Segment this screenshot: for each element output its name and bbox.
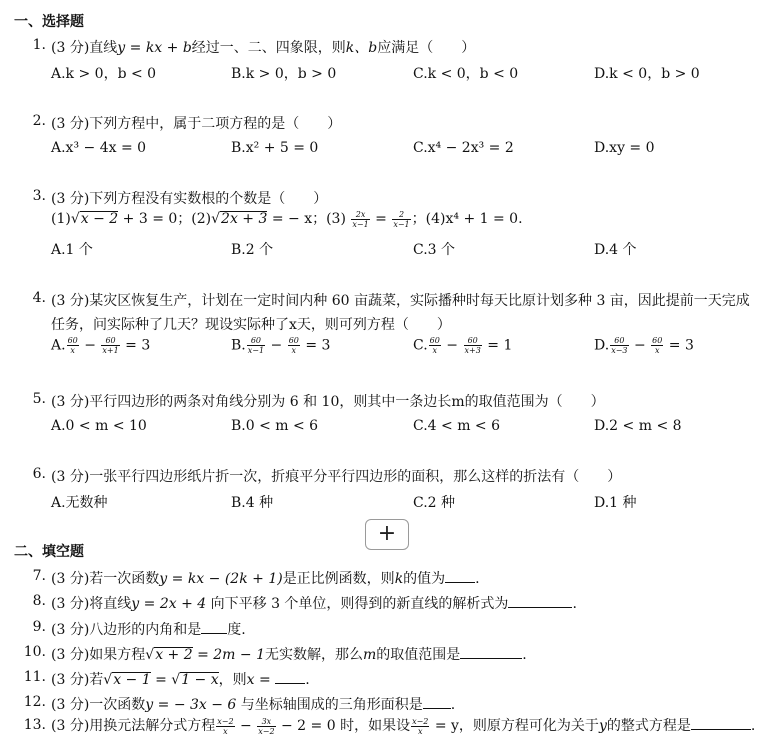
answer-blank-11[interactable] (275, 671, 305, 684)
question-3-option-b[interactable]: B.2 个 (231, 242, 274, 258)
question-3-option-c[interactable]: C.3 个 (413, 242, 456, 258)
question-1-number: 1. (32, 37, 46, 53)
question-3-stem: (3 分)下列方程没有实数根的个数是（ ） (51, 191, 328, 207)
section-1-title: 一、选择题 (14, 14, 84, 30)
question-4-option-a[interactable]: A. $\frac{60}{x}$ − $\frac{60}{x+1}$ = 3 (51, 336, 151, 355)
question-1-option-d[interactable]: D.k < 0，b > 0 (594, 66, 700, 82)
question-7-number: 7. (32, 568, 46, 584)
question-7-stem: (3 分)若一次函数y = kx − (2k + 1)是正比例函数，则k的值为 . (51, 571, 480, 587)
question-6-score: (3 分) (51, 469, 90, 485)
question-5-stem: (3 分)平行四边形的两条对角线分别为 6 和 10，则其中一条边长m的取值范围为（ ） (51, 394, 605, 410)
question-1-option-a[interactable]: A.k > 0，b < 0 (51, 66, 157, 82)
answer-blank-7[interactable] (445, 570, 475, 583)
question-13-stem: (3 分)用换元法解分式方程 $\frac{x-2}{x}$ − $\frac{3x}{x-2}$ − 2 = 0 时，如果设 $\frac{x-2}{x}$ = y，则原方程可化为关于y的整式方程是 . (51, 716, 756, 736)
question-2-option-a[interactable]: A.x³ − 4x = 0 (51, 140, 147, 156)
question-3-score: (3 分) (51, 191, 90, 207)
question-9-stem: (3 分)八边形的内角和是 度. (51, 622, 246, 638)
answer-blank-13[interactable] (691, 717, 751, 730)
question-6-option-d[interactable]: D.1 种 (594, 495, 637, 511)
question-11-number: 11. (23, 669, 46, 685)
question-2-score: (3 分) (51, 116, 90, 132)
question-1-score: (3 分) (51, 40, 90, 56)
question-4-option-d[interactable]: D. $\frac{60}{x-3}$ − $\frac{60}{x}$ = 3 (594, 336, 694, 355)
question-4-stem-line-1: (3 分)某灾区恢复生产，计划在一定时间内种 60 亩蔬菜，实际播种时每天比原计划多种 3 亩，因此提前一天完成 (51, 293, 750, 309)
radical-2: 2x + 3 (221, 211, 268, 227)
question-13-number: 13. (23, 717, 46, 733)
answer-blank-8[interactable] (508, 595, 572, 608)
question-4-stem-line-2: 任务，问实际种了几天？现设实际种了x天，则可列方程（ ） (51, 317, 451, 333)
question-4-number: 4. (32, 290, 46, 306)
question-3-option-a[interactable]: A.1 个 (51, 242, 93, 258)
question-3-equations: (1)√x − 2 + 3 = 0；(2)√2x + 3 = − x；(3) $\frac{2x}{x-1}$ = $\frac{2}{x-1}$ ；(4)x⁴ + 1 = 0. (51, 209, 523, 229)
answer-blank-12[interactable] (423, 696, 451, 709)
question-2-stem: (3 分)下列方程中，属于二项方程的是（ ） (51, 116, 342, 132)
fraction-2: $\frac{2}{x-1}$ (393, 209, 410, 229)
question-4-score: (3 分) (51, 293, 90, 309)
question-1-option-c[interactable]: C.k < 0，b < 0 (413, 66, 519, 82)
question-6-option-b[interactable]: B.4 种 (231, 495, 274, 511)
question-1-stem: (3 分)直线y = kx + b经过一、二、四象限，则k、b应满足（ ） (51, 40, 476, 56)
question-5-option-b[interactable]: B.0 < m < 6 (231, 418, 319, 434)
question-3-number: 3. (32, 188, 46, 204)
question-12-stem: (3 分)一次函数y = − 3x − 6 与坐标轴围成的三角形面积是 . (51, 697, 456, 713)
question-9-number: 9. (32, 619, 46, 635)
question-8-number: 8. (32, 593, 46, 609)
question-2-option-b[interactable]: B.x² + 5 = 0 (231, 140, 319, 156)
question-5-option-a[interactable]: A.0 < m < 10 (51, 418, 147, 434)
question-11-stem: (3 分)若√x − 1 = √1 − x，则x = . (51, 672, 310, 688)
question-10-stem: (3 分)如果方程√x + 2 = 2m − 1无实数解，那么m的取值范围是 . (51, 647, 527, 663)
question-4-option-b[interactable]: B. $\frac{60}{x-1}$ − $\frac{60}{x}$ = 3 (231, 336, 331, 355)
question-5-number: 5. (32, 391, 46, 407)
question-1-option-b[interactable]: B.k > 0，b > 0 (231, 66, 337, 82)
section-2-title: 二、填空题 (14, 544, 84, 560)
question-12-number: 12. (23, 694, 46, 710)
answer-blank-9[interactable] (201, 621, 227, 634)
question-2-number: 2. (32, 113, 46, 129)
question-4-option-c[interactable]: C. $\frac{60}{x}$ − $\frac{60}{x+3}$ = 1 (413, 336, 513, 355)
question-2-option-c[interactable]: C.x⁴ − 2x³ = 2 (413, 140, 514, 156)
radical-1: x − 2 (80, 211, 119, 227)
question-6-option-a[interactable]: A.无数种 (51, 495, 108, 511)
question-3-option-d[interactable]: D.4 个 (594, 242, 637, 258)
question-2-option-d[interactable]: D.xy = 0 (594, 140, 655, 156)
answer-blank-10[interactable] (460, 646, 522, 659)
question-5-option-d[interactable]: D.2 < m < 8 (594, 418, 682, 434)
question-10-number: 10. (23, 644, 46, 660)
question-5-score: (3 分) (51, 394, 90, 410)
fraction-1: $\frac{2x}{x-1}$ (352, 209, 369, 229)
question-6-option-c[interactable]: C.2 种 (413, 495, 456, 511)
expand-plus-button[interactable]: + (365, 519, 409, 550)
question-8-stem: (3 分)将直线y = 2x + 4 向下平移 3 个单位，则得到的新直线的解析式为 . (51, 596, 577, 612)
question-6-number: 6. (32, 466, 46, 482)
question-5-option-c[interactable]: C.4 < m < 6 (413, 418, 501, 434)
question-6-stem: (3 分)一张平行四边形纸片折一次，折痕平分平行四边形的面积，那么这样的折法有（ ） (51, 469, 622, 485)
